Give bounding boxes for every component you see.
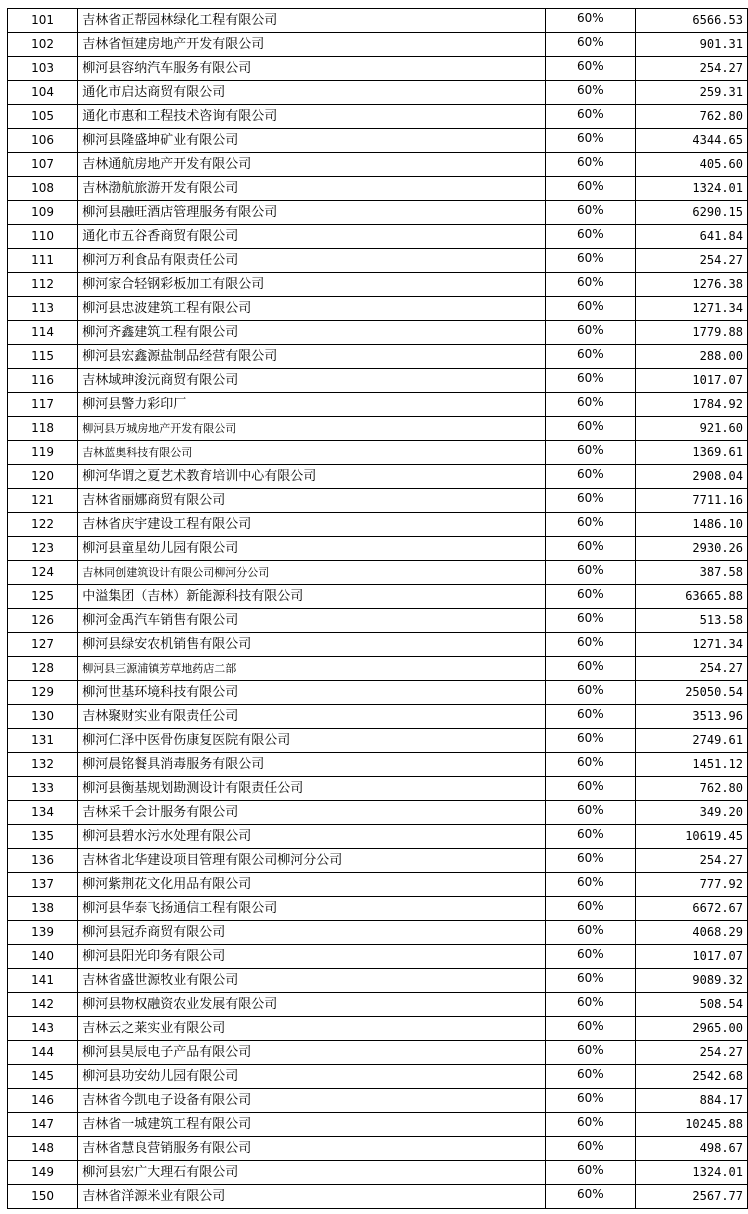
rate-cell: 60% <box>545 81 635 105</box>
rate-cell: 60% <box>545 105 635 129</box>
row-number-cell: 115 <box>8 345 78 369</box>
amount-cell: 1324.01 <box>635 1161 747 1185</box>
rate-cell: 60% <box>545 993 635 1017</box>
company-name-cell: 柳河县阳光印务有限公司 <box>78 945 546 969</box>
row-number-cell: 110 <box>8 225 78 249</box>
table-row <box>8 393 748 417</box>
rate-cell: 60% <box>545 801 635 825</box>
company-name-cell: 吉林通航房地产开发有限公司 <box>78 153 546 177</box>
rate-cell: 60% <box>545 297 635 321</box>
rate-cell: 60% <box>545 441 635 465</box>
company-name-cell: 吉林省慧良营销服务有限公司 <box>78 1137 546 1161</box>
amount-cell: 288.00 <box>635 345 747 369</box>
company-name-cell: 柳河县融旺酒店管理服务有限公司 <box>78 201 546 225</box>
rate-cell: 60% <box>545 249 635 273</box>
company-name-cell: 吉林省恒建房地产开发有限公司 <box>78 33 546 57</box>
row-number-cell: 118 <box>8 417 78 441</box>
rate-cell: 60% <box>545 369 635 393</box>
row-number-cell: 132 <box>8 753 78 777</box>
table-row <box>8 1017 748 1041</box>
table-row <box>8 1089 748 1113</box>
company-name-cell: 柳河紫荆花文化用品有限公司 <box>78 873 546 897</box>
table-row <box>8 609 748 633</box>
table-row <box>8 1041 748 1065</box>
amount-cell: 2965.00 <box>635 1017 747 1041</box>
amount-cell: 513.58 <box>635 609 747 633</box>
amount-cell: 63665.88 <box>635 585 747 609</box>
company-name-cell: 吉林渤航旅游开发有限公司 <box>78 177 546 201</box>
row-number-cell: 101 <box>8 9 78 33</box>
table-row <box>8 225 748 249</box>
rate-cell: 60% <box>545 897 635 921</box>
row-number-cell: 146 <box>8 1089 78 1113</box>
rate-cell: 60% <box>545 825 635 849</box>
rate-cell: 60% <box>545 513 635 537</box>
company-name-cell: 通化市惠和工程技术咨询有限公司 <box>78 105 546 129</box>
company-name-cell: 吉林采千会计服务有限公司 <box>78 801 546 825</box>
row-number-cell: 113 <box>8 297 78 321</box>
rate-cell: 60% <box>545 129 635 153</box>
table-row <box>8 129 748 153</box>
company-name-cell: 柳河世基环境科技有限公司 <box>78 681 546 705</box>
company-table <box>7 8 748 1209</box>
row-number-cell: 112 <box>8 273 78 297</box>
rate-cell: 60% <box>545 345 635 369</box>
company-name-cell: 柳河家合轻钢彩板加工有限公司 <box>78 273 546 297</box>
row-number-cell: 148 <box>8 1137 78 1161</box>
amount-cell: 2542.68 <box>635 1065 747 1089</box>
row-number-cell: 111 <box>8 249 78 273</box>
amount-cell: 777.92 <box>635 873 747 897</box>
table-row <box>8 153 748 177</box>
company-name-cell: 柳河晨铭餐具消毒服务有限公司 <box>78 753 546 777</box>
row-number-cell: 142 <box>8 993 78 1017</box>
amount-cell: 1271.34 <box>635 297 747 321</box>
row-number-cell: 138 <box>8 897 78 921</box>
company-name-cell: 吉林省北华建设项目管理有限公司柳河分公司 <box>78 849 546 873</box>
rate-cell: 60% <box>545 201 635 225</box>
row-number-cell: 133 <box>8 777 78 801</box>
company-name-cell: 柳河县昊辰电子产品有限公司 <box>78 1041 546 1065</box>
company-name-cell: 柳河县忠波建筑工程有限公司 <box>78 297 546 321</box>
table-row <box>8 369 748 393</box>
company-name-cell: 吉林云之莱实业有限公司 <box>78 1017 546 1041</box>
table-row <box>8 1065 748 1089</box>
company-name-cell: 柳河县童星幼儿园有限公司 <box>78 537 546 561</box>
company-name-cell: 柳河县冠乔商贸有限公司 <box>78 921 546 945</box>
table-row <box>8 321 748 345</box>
table-row <box>8 825 748 849</box>
company-name-cell: 吉林省一城建筑工程有限公司 <box>78 1113 546 1137</box>
rate-cell: 60% <box>545 393 635 417</box>
table-row <box>8 1161 748 1185</box>
rate-cell: 60% <box>545 681 635 705</box>
table-row <box>8 705 748 729</box>
company-name-cell: 柳河县碧水污水处理有限公司 <box>78 825 546 849</box>
table-row <box>8 1113 748 1137</box>
rate-cell: 60% <box>545 273 635 297</box>
amount-cell: 1451.12 <box>635 753 747 777</box>
table-row <box>8 897 748 921</box>
row-number-cell: 109 <box>8 201 78 225</box>
table-row <box>8 801 748 825</box>
row-number-cell: 114 <box>8 321 78 345</box>
table-row <box>8 177 748 201</box>
rate-cell: 60% <box>545 1185 635 1209</box>
rate-cell: 60% <box>545 849 635 873</box>
company-name-cell: 柳河金禹汽车销售有限公司 <box>78 609 546 633</box>
table-row <box>8 993 748 1017</box>
row-number-cell: 145 <box>8 1065 78 1089</box>
company-name-cell: 柳河县华泰飞扬通信工程有限公司 <box>78 897 546 921</box>
table-row <box>8 441 748 465</box>
company-name-cell: 柳河县宏广大理石有限公司 <box>78 1161 546 1185</box>
company-name-cell: 吉林省庆宇建设工程有限公司 <box>78 513 546 537</box>
table-row <box>8 489 748 513</box>
rate-cell: 60% <box>545 33 635 57</box>
amount-cell: 508.54 <box>635 993 747 1017</box>
row-number-cell: 147 <box>8 1113 78 1137</box>
row-number-cell: 122 <box>8 513 78 537</box>
rate-cell: 60% <box>545 1041 635 1065</box>
amount-cell: 2749.61 <box>635 729 747 753</box>
row-number-cell: 102 <box>8 33 78 57</box>
row-number-cell: 150 <box>8 1185 78 1209</box>
amount-cell: 498.67 <box>635 1137 747 1161</box>
company-name-cell: 吉林蓝奥科技有限公司 <box>78 441 546 465</box>
amount-cell: 1784.92 <box>635 393 747 417</box>
rate-cell: 60% <box>545 1017 635 1041</box>
amount-cell: 1369.61 <box>635 441 747 465</box>
table-row <box>8 1137 748 1161</box>
table-row <box>8 537 748 561</box>
amount-cell: 1271.34 <box>635 633 747 657</box>
amount-cell: 762.80 <box>635 777 747 801</box>
table-row <box>8 297 748 321</box>
company-name-cell: 柳河县宏鑫源盐制品经营有限公司 <box>78 345 546 369</box>
company-name-cell: 柳河仁泽中医骨伤康复医院有限公司 <box>78 729 546 753</box>
company-name-cell: 柳河万利食品有限责任公司 <box>78 249 546 273</box>
row-number-cell: 124 <box>8 561 78 585</box>
amount-cell: 901.31 <box>635 33 747 57</box>
row-number-cell: 120 <box>8 465 78 489</box>
company-name-cell: 吉林省盛世源牧业有限公司 <box>78 969 546 993</box>
row-number-cell: 141 <box>8 969 78 993</box>
company-name-cell: 吉林域珅浚沅商贸有限公司 <box>78 369 546 393</box>
rate-cell: 60% <box>545 753 635 777</box>
amount-cell: 254.27 <box>635 249 747 273</box>
rate-cell: 60% <box>545 633 635 657</box>
rate-cell: 60% <box>545 561 635 585</box>
row-number-cell: 121 <box>8 489 78 513</box>
table-row <box>8 9 748 33</box>
amount-cell: 387.58 <box>635 561 747 585</box>
row-number-cell: 108 <box>8 177 78 201</box>
amount-cell: 1276.38 <box>635 273 747 297</box>
row-number-cell: 125 <box>8 585 78 609</box>
table-row <box>8 873 748 897</box>
row-number-cell: 139 <box>8 921 78 945</box>
company-name-cell: 柳河齐鑫建筑工程有限公司 <box>78 321 546 345</box>
amount-cell: 405.60 <box>635 153 747 177</box>
table-row <box>8 273 748 297</box>
amount-cell: 259.31 <box>635 81 747 105</box>
table-row <box>8 681 748 705</box>
row-number-cell: 130 <box>8 705 78 729</box>
rate-cell: 60% <box>545 585 635 609</box>
amount-cell: 1017.07 <box>635 945 747 969</box>
row-number-cell: 116 <box>8 369 78 393</box>
row-number-cell: 123 <box>8 537 78 561</box>
rate-cell: 60% <box>545 489 635 513</box>
company-name-cell: 柳河县功安幼儿园有限公司 <box>78 1065 546 1089</box>
rate-cell: 60% <box>545 465 635 489</box>
rate-cell: 60% <box>545 969 635 993</box>
amount-cell: 2930.26 <box>635 537 747 561</box>
rate-cell: 60% <box>545 1065 635 1089</box>
row-number-cell: 131 <box>8 729 78 753</box>
table-row <box>8 945 748 969</box>
amount-cell: 349.20 <box>635 801 747 825</box>
table-row <box>8 465 748 489</box>
row-number-cell: 137 <box>8 873 78 897</box>
table-row <box>8 417 748 441</box>
rate-cell: 60% <box>545 321 635 345</box>
company-name-cell: 柳河县绿安农机销售有限公司 <box>78 633 546 657</box>
company-name-cell: 通化市五谷香商贸有限公司 <box>78 225 546 249</box>
rate-cell: 60% <box>545 1089 635 1113</box>
amount-cell: 1486.10 <box>635 513 747 537</box>
row-number-cell: 127 <box>8 633 78 657</box>
table-row <box>8 561 748 585</box>
table-row <box>8 753 748 777</box>
amount-cell: 6290.15 <box>635 201 747 225</box>
row-number-cell: 129 <box>8 681 78 705</box>
amount-cell: 1324.01 <box>635 177 747 201</box>
amount-cell: 254.27 <box>635 657 747 681</box>
amount-cell: 10619.45 <box>635 825 747 849</box>
company-name-cell: 吉林省洋源米业有限公司 <box>78 1185 546 1209</box>
row-number-cell: 106 <box>8 129 78 153</box>
rate-cell: 60% <box>545 1113 635 1137</box>
table-row <box>8 969 748 993</box>
row-number-cell: 143 <box>8 1017 78 1041</box>
table-row <box>8 585 748 609</box>
rate-cell: 60% <box>545 705 635 729</box>
row-number-cell: 134 <box>8 801 78 825</box>
company-name-cell: 柳河县容纳汽车服务有限公司 <box>78 57 546 81</box>
table-row <box>8 345 748 369</box>
amount-cell: 254.27 <box>635 849 747 873</box>
row-number-cell: 144 <box>8 1041 78 1065</box>
table-row <box>8 33 748 57</box>
amount-cell: 921.60 <box>635 417 747 441</box>
amount-cell: 1017.07 <box>635 369 747 393</box>
company-name-cell: 柳河县隆盛坤矿业有限公司 <box>78 129 546 153</box>
row-number-cell: 126 <box>8 609 78 633</box>
table-row <box>8 513 748 537</box>
rate-cell: 60% <box>545 153 635 177</box>
amount-cell: 4068.29 <box>635 921 747 945</box>
table-row <box>8 57 748 81</box>
table-row <box>8 249 748 273</box>
row-number-cell: 136 <box>8 849 78 873</box>
company-name-cell: 柳河县衡基规划勘测设计有限责任公司 <box>78 777 546 801</box>
amount-cell: 641.84 <box>635 225 747 249</box>
company-name-cell: 吉林聚财实业有限责任公司 <box>78 705 546 729</box>
amount-cell: 3513.96 <box>635 705 747 729</box>
table-row <box>8 1185 748 1209</box>
rate-cell: 60% <box>545 1161 635 1185</box>
amount-cell: 884.17 <box>635 1089 747 1113</box>
amount-cell: 10245.88 <box>635 1113 747 1137</box>
table-row <box>8 81 748 105</box>
row-number-cell: 117 <box>8 393 78 417</box>
rate-cell: 60% <box>545 657 635 681</box>
table-row <box>8 633 748 657</box>
table-row <box>8 849 748 873</box>
rate-cell: 60% <box>545 177 635 201</box>
row-number-cell: 140 <box>8 945 78 969</box>
company-name-cell: 柳河县三源浦镇芳草地药店二部 <box>78 657 546 681</box>
row-number-cell: 149 <box>8 1161 78 1185</box>
company-name-cell: 柳河县警力彩印厂 <box>78 393 546 417</box>
table-row <box>8 777 748 801</box>
rate-cell: 60% <box>545 417 635 441</box>
rate-cell: 60% <box>545 873 635 897</box>
amount-cell: 4344.65 <box>635 129 747 153</box>
row-number-cell: 103 <box>8 57 78 81</box>
table-row <box>8 729 748 753</box>
rate-cell: 60% <box>545 225 635 249</box>
amount-cell: 2908.04 <box>635 465 747 489</box>
table-body <box>8 9 748 1209</box>
company-name-cell: 通化市启达商贸有限公司 <box>78 81 546 105</box>
amount-cell: 7711.16 <box>635 489 747 513</box>
rate-cell: 60% <box>545 537 635 561</box>
rate-cell: 60% <box>545 921 635 945</box>
company-name-cell: 中溢集团（吉林）新能源科技有限公司 <box>78 585 546 609</box>
company-name-cell: 吉林省丽娜商贸有限公司 <box>78 489 546 513</box>
company-name-cell: 吉林同创建筑设计有限公司柳河分公司 <box>78 561 546 585</box>
rate-cell: 60% <box>545 777 635 801</box>
amount-cell: 762.80 <box>635 105 747 129</box>
amount-cell: 9089.32 <box>635 969 747 993</box>
table-row <box>8 201 748 225</box>
table-row <box>8 657 748 681</box>
rate-cell: 60% <box>545 609 635 633</box>
rate-cell: 60% <box>545 57 635 81</box>
row-number-cell: 119 <box>8 441 78 465</box>
table-row <box>8 105 748 129</box>
amount-cell: 6672.67 <box>635 897 747 921</box>
company-name-cell: 柳河县万城房地产开发有限公司 <box>78 417 546 441</box>
company-name-cell: 柳河华谓之夏艺术教育培训中心有限公司 <box>78 465 546 489</box>
amount-cell: 1779.88 <box>635 321 747 345</box>
table-row <box>8 921 748 945</box>
row-number-cell: 107 <box>8 153 78 177</box>
amount-cell: 254.27 <box>635 1041 747 1065</box>
row-number-cell: 135 <box>8 825 78 849</box>
amount-cell: 6566.53 <box>635 9 747 33</box>
amount-cell: 254.27 <box>635 57 747 81</box>
row-number-cell: 104 <box>8 81 78 105</box>
amount-cell: 2567.77 <box>635 1185 747 1209</box>
rate-cell: 60% <box>545 945 635 969</box>
row-number-cell: 128 <box>8 657 78 681</box>
row-number-cell: 105 <box>8 105 78 129</box>
company-name-cell: 吉林省今凯电子设备有限公司 <box>78 1089 546 1113</box>
company-name-cell: 吉林省正帮园林绿化工程有限公司 <box>78 9 546 33</box>
rate-cell: 60% <box>545 1137 635 1161</box>
company-name-cell: 柳河县物权融资农业发展有限公司 <box>78 993 546 1017</box>
rate-cell: 60% <box>545 9 635 33</box>
rate-cell: 60% <box>545 729 635 753</box>
amount-cell: 25050.54 <box>635 681 747 705</box>
